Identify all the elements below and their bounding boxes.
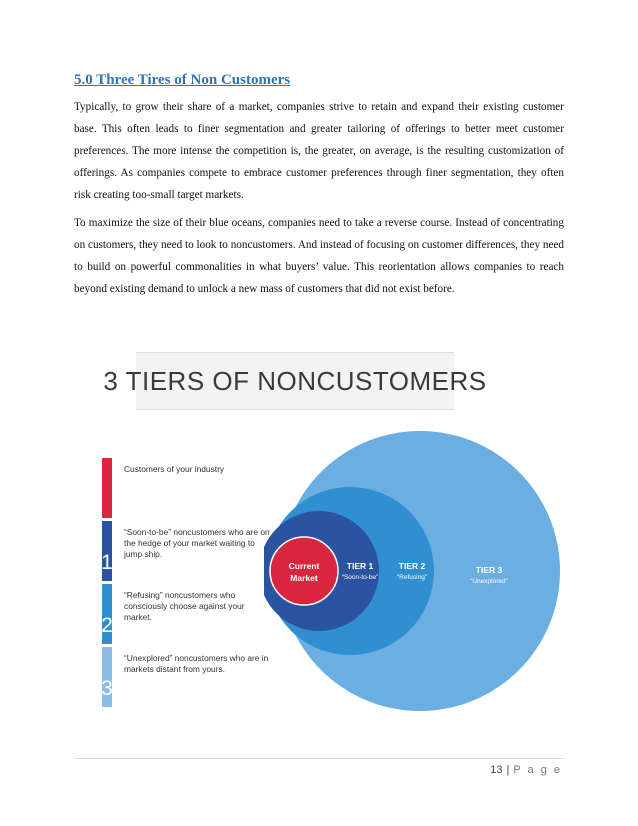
tier3-sublabel: “Unexplored” <box>470 578 508 585</box>
tier3-label: TIER 3 <box>475 565 503 575</box>
legend-row-tier2 <box>102 584 270 644</box>
page-number: 13 <box>490 764 503 776</box>
section-heading: 5.0 Three Tires of Non Customers <box>74 72 291 88</box>
footer-divider <box>74 758 564 759</box>
tier-legend <box>102 458 270 710</box>
current-market-circle <box>270 537 338 605</box>
noncustomer-tiers-infographic <box>96 352 566 712</box>
page-footer <box>490 764 562 776</box>
footer-separator: | <box>506 764 510 776</box>
legend-row-tier3 <box>102 647 270 707</box>
tier2-sublabel: “Refusing” <box>397 574 427 581</box>
legend-bar-tier3: 3 <box>102 647 112 707</box>
infographic-title-box <box>103 352 487 410</box>
legend-bar-tier1: 1 <box>102 521 112 581</box>
legend-text-customers: Customers of your industry <box>124 464 225 474</box>
tier1-label: TIER 1 <box>346 561 374 571</box>
legend-row-tier1 <box>102 521 270 581</box>
paragraph-1: Typically, to grow their share of a market, companies strive to retain and expand their existing customer base. This often leads to finer segmentation and greater tailoring of offerings to better meet customer preferences. The more intense the competition is, the greater, on average, is the resulting customization of offerings. As companies compete to embrace customer preferences through finer segmentation, they often risk creating too-small target markets. <box>74 101 564 201</box>
legend-text-tier3: “Unexplored” noncustomers who are in markets distant from yours. <box>124 653 269 674</box>
tier-circles-diagram <box>264 428 564 714</box>
paragraph-2: To maximize the size of their blue oceans, companies need to take a reverse course. Instead of concentrating on customers, they need to look to noncustomers. And instead of focusing on customer differences, they need to build on powerful commonalities in what buyers’ value. This reorientation allows companies to reach beyond existing demand to unlock a new mass of customers that did not exist before. <box>74 217 564 295</box>
legend-bar-tier2: 2 <box>102 584 112 644</box>
legend-text-tier1: “Soon-to-be” noncustomers who are on the hedge of your market waiting to jump ship. <box>124 527 270 559</box>
tier2-label: TIER 2 <box>398 561 426 571</box>
current-label-2: Market <box>290 573 318 583</box>
legend-row-customers <box>102 458 270 518</box>
page-label: P a g e <box>513 764 562 776</box>
legend-bar-customers <box>102 458 112 518</box>
infographic-title: 3 TIERS OF NONCUSTOMERS <box>103 365 487 396</box>
tier1-sublabel: “Soon-to-be” <box>341 574 379 581</box>
legend-text-tier2: “Refusing” noncustomers who consciously choose against your market. <box>124 590 245 622</box>
current-label-1: Current <box>288 561 320 571</box>
